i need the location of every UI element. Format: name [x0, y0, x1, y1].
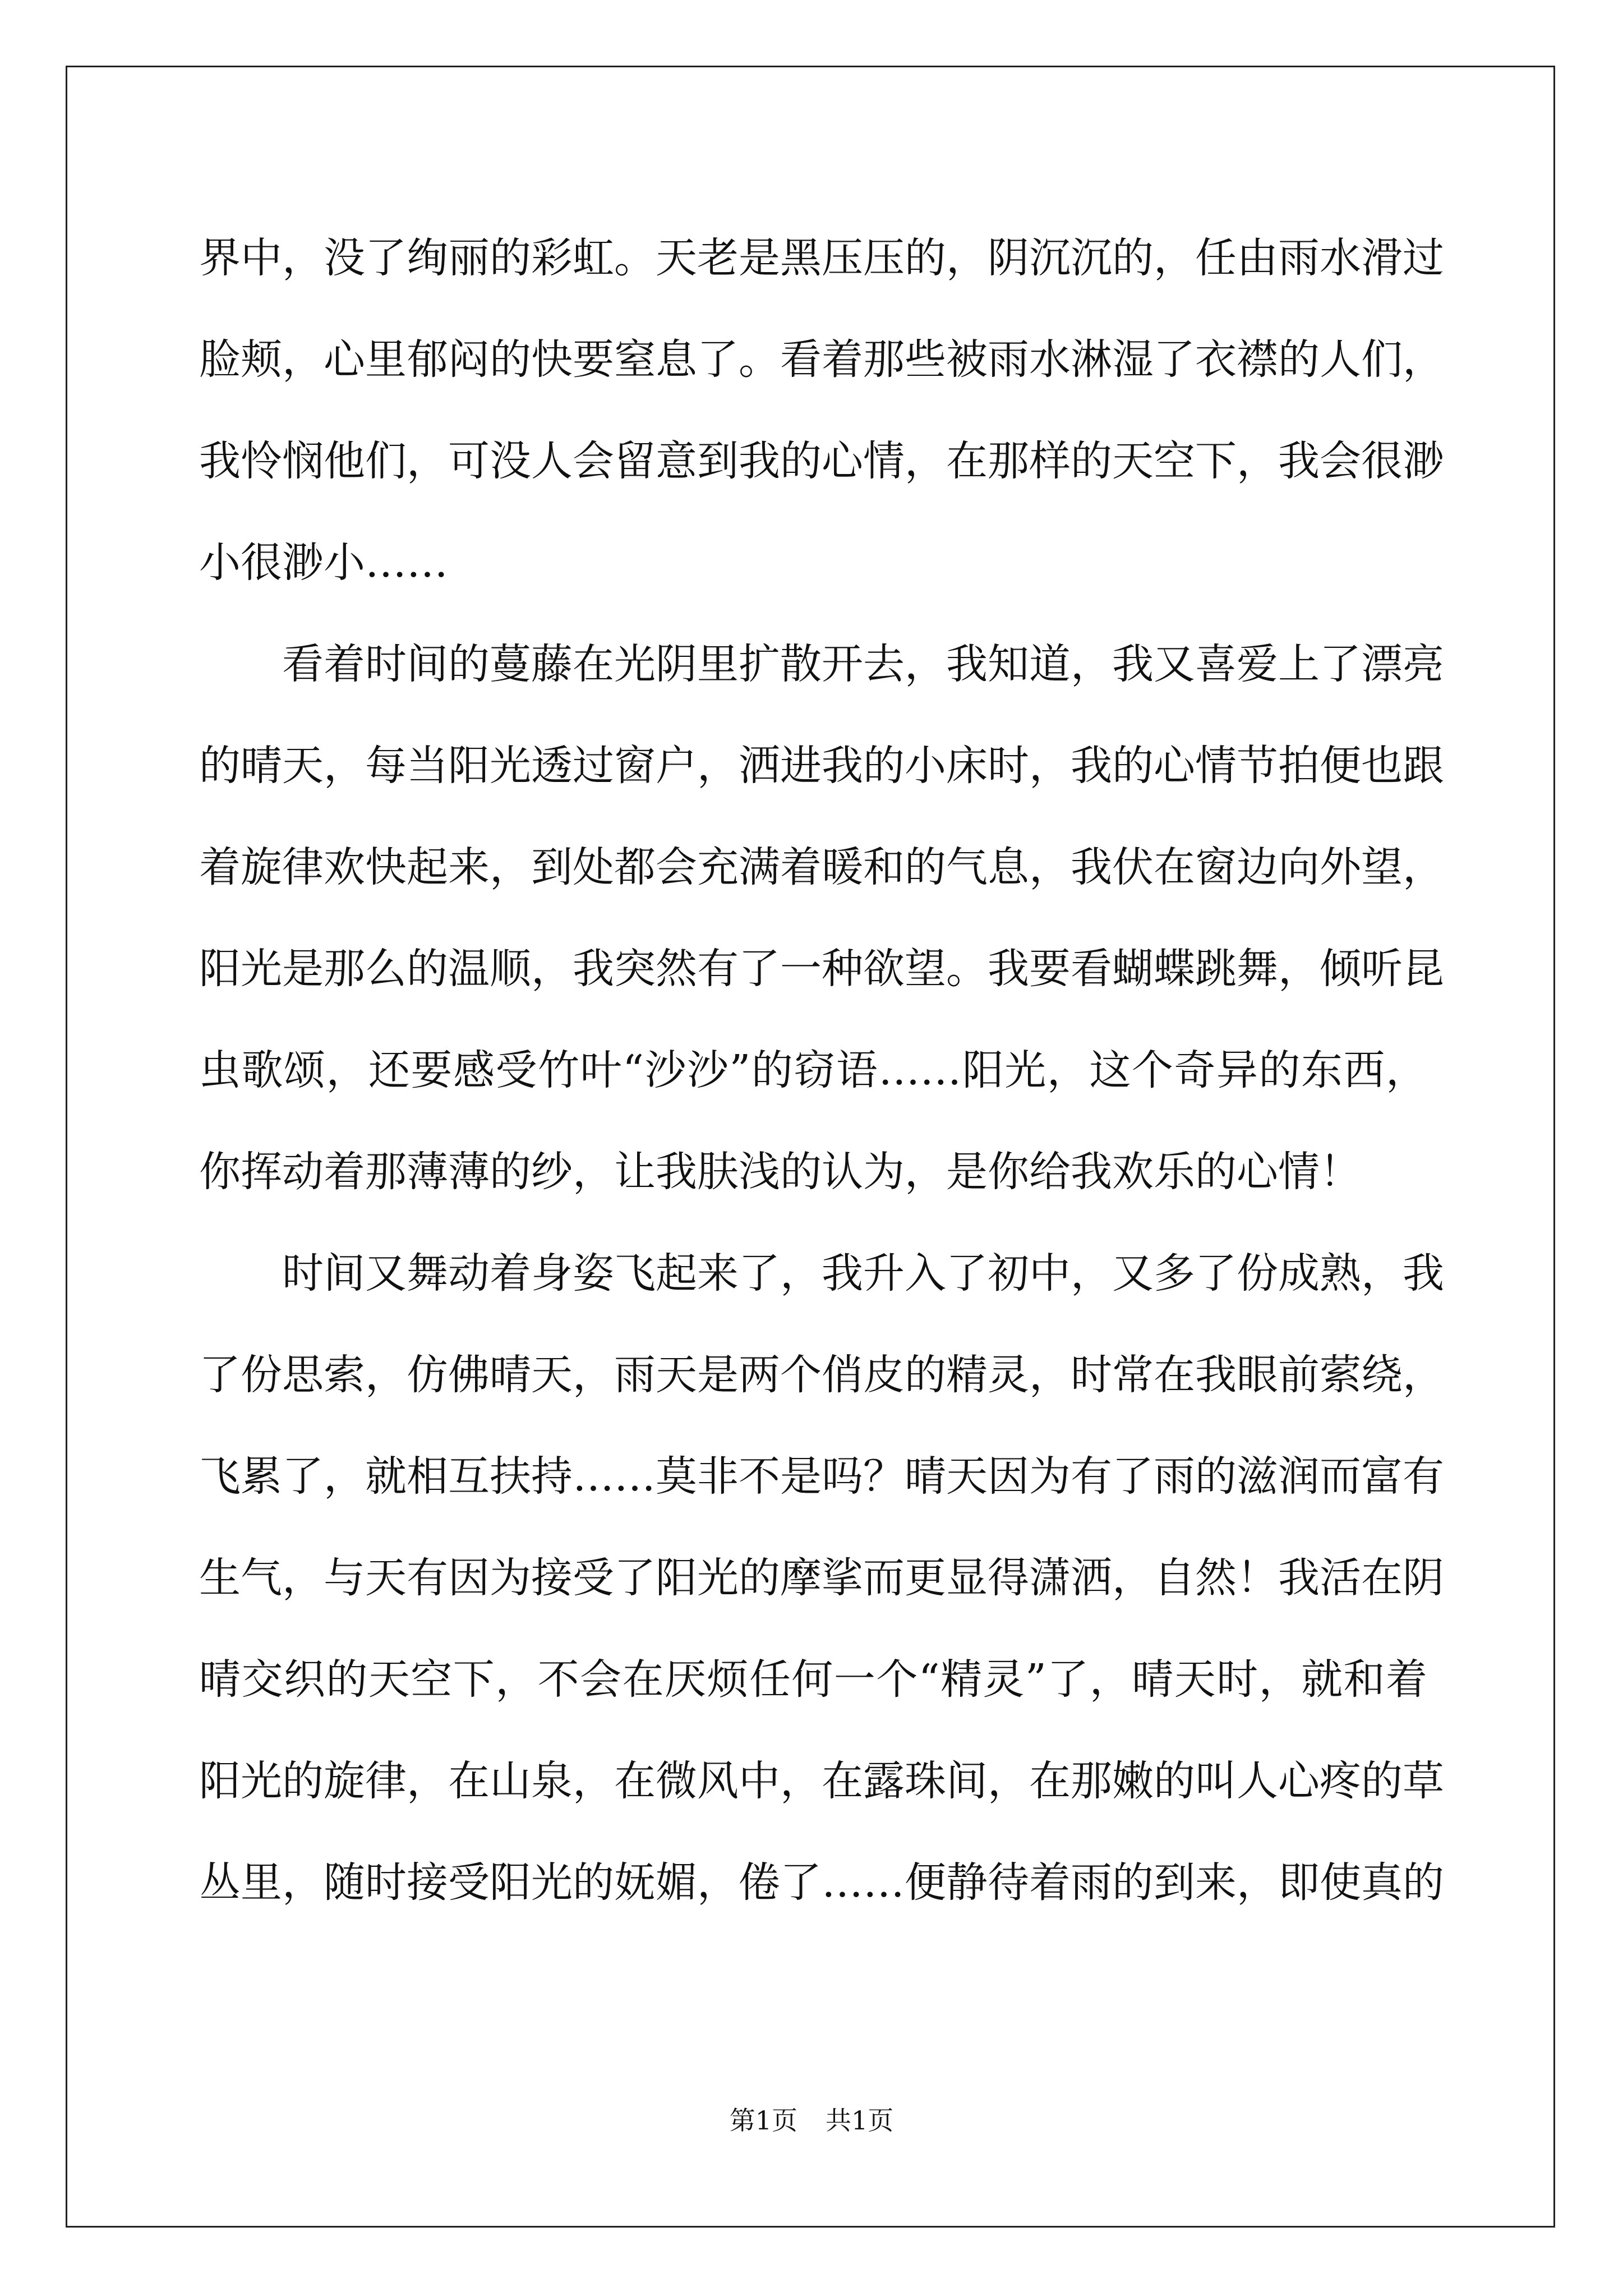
text-line: 小很渺小……	[199, 539, 448, 587]
text-line: 你挥动着那薄薄的纱，让我肤浅的认为，是你给我欢乐的心情！	[199, 1148, 1361, 1196]
text-line: 界中，没了绚丽的彩虹。天老是黑压压的，阴沉沉的，任由雨水滑过	[199, 234, 1444, 282]
paragraph-start-line: 看着时间的蔓藤在光阴里扩散开去，我知道，我又喜爱上了漂亮	[282, 640, 1444, 688]
text-line: 虫歌颂，还要感受竹叶“沙沙”的窃语……阳光，这个奇异的东西，	[199, 1046, 1427, 1094]
text-line: 丛里，随时接受阳光的妩媚，倦了……便静待着雨的到来，即使真的	[199, 1858, 1444, 1907]
text-line: 着旋律欢快起来，到处都会充满着暖和的气息，我伏在窗边向外望，	[199, 843, 1444, 891]
page-footer	[0, 2104, 1623, 2137]
text-line: 生气，与天有因为接受了阳光的摩挲而更显得潇洒，自然！我活在阴	[199, 1554, 1444, 1602]
text-line: 脸颊，心里郁闷的快要窒息了。看着那些被雨水淋湿了衣襟的人们，	[199, 335, 1444, 384]
text-line: 我怜悯他们，可没人会留意到我的心情，在那样的天空下，我会很渺	[199, 437, 1444, 485]
text-line: 的晴天，每当阳光透过窗户，洒进我的小床时，我的心情节拍便也跟	[199, 742, 1444, 790]
current-page-number: 第1页	[729, 2105, 797, 2136]
text-line: 飞累了，就相互扶持……莫非不是吗？晴天因为有了雨的滋润而富有	[199, 1452, 1444, 1501]
text-line: 阳光是那么的温顺，我突然有了一种欲望。我要看蝴蝶跳舞，倾听昆	[199, 945, 1444, 993]
text-line: 晴交织的天空下，不会在厌烦任何一个“精灵”了，晴天时，就和着	[199, 1655, 1427, 1704]
text-line: 阳光的旋律，在山泉，在微风中，在露珠间，在那嫩的叫人心疼的草	[199, 1757, 1444, 1805]
total-pages: 共1页	[826, 2105, 894, 2136]
paragraph-start-line: 时间又舞动着身姿飞起来了，我升入了初中，又多了份成熟，我	[282, 1249, 1444, 1297]
document-body	[199, 208, 1444, 1934]
text-line: 了份思索，仿佛晴天，雨天是两个俏皮的精灵，时常在我眼前萦绕，	[199, 1351, 1444, 1399]
